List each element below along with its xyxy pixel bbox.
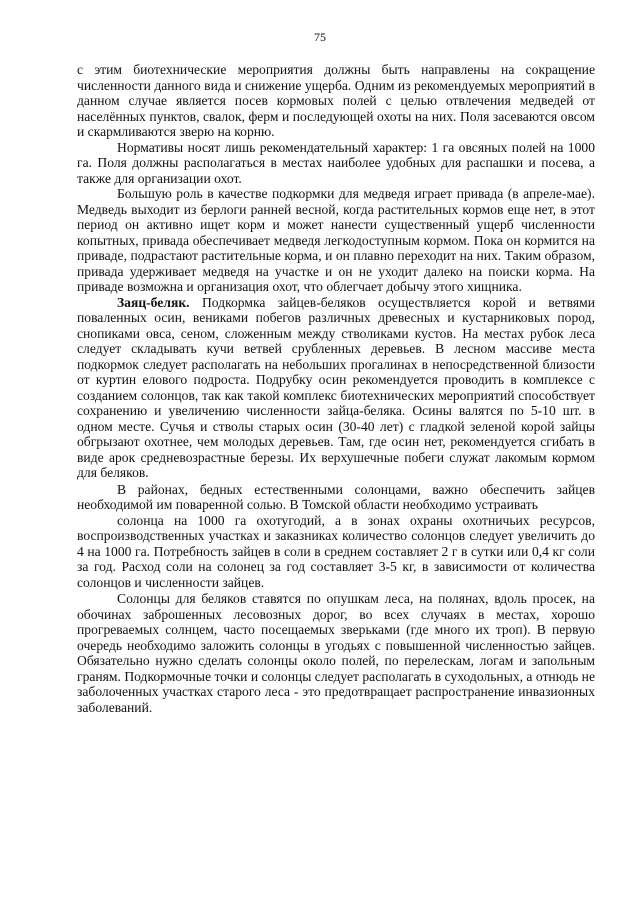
paragraph-2-text: Нормативы носят лишь рекомендательный характер: 1 га овсяных полей на 1000 га. Поля должны располагаться в местах наиболее удобных для распашки и посева, а также для организации охот. xyxy=(77,139,595,186)
paragraph-4 xyxy=(77,295,595,481)
paragraph-3 xyxy=(77,186,595,295)
paragraph-1 xyxy=(77,62,595,140)
page-number: 75 xyxy=(314,30,326,44)
paragraph-7 xyxy=(77,591,595,715)
paragraph-4-text: Подкормка зайцев-беляков осуществляется корой и ветвями поваленных осин, вениками побегов различных древесных и кустарниковых пород, снопиками овса, сеном, сложенным между стволиками кустов. На местах рубок леса следует складывать кучи ветвей срубленных деревьев. В лесном массиве места подкормок следует располагать на небольших прогалинах в непосредственной близости от куртин елового подроста. Подрубку осин рекомендуется проводить в комплексе с созданием солонцов, так как такой комплекс биотехнических мероприятий способствует сохранению и увеличению численности зайца-беляка. Осины валятся по 5-10 шт. в одном месте. Сучья и стволы старых осин (30-40 лет) с гладкой зеленой корой зайцы обгрызают охотнее, чем молодых деревьев. Там, где осин нет, рекомендуется сгибать в виде арок средневозрастные березы. Их верхушечные побеги служат лакомым кормом для беляков. xyxy=(77,294,595,480)
paragraph-7-text: Солонцы для беляков ставятся по опушкам леса, на полянах, вдоль просек, на обочинах заброшенных лесовозных дорог, во всех случаях в местах, хорошо прогреваемых солнцем, часто посещаемых зверьками (где много их троп). В первую очередь необходимо заложить солонцы в угодьях с повышенной численностью зайцев. Обязательно нужно сделать солонцы около полей, по перелескам, логам и запольным граням. Подкормочные точки и солонцы следует располагать в суходольных, а отнюдь не заболоченных участках старого леса - это предотвращает распространение инвазионных заболеваний. xyxy=(77,591,595,715)
paragraph-6-text: солонца на 1000 га охотугодий, а в зонах охраны охотничьих ресурсов, воспроизводственных участках и заказниках количество солонцов следует увеличить до 4 на 1000 га. Потребность зайцев в соли в среднем составляет 2 г в сутки или 0,4 кг соли за год. Расход соли на солонец за год составляет 3-5 кг, в зависимости от количества солонцов и численности зайцев. xyxy=(77,512,595,590)
section-heading-hare: Заяц-беляк. xyxy=(117,294,190,310)
paragraph-1-text: с этим биотехнические мероприятия должны быть направлены на сокращение численности данного вида и снижение ущерба. Одним из рекомендуемых мероприятий в данном случае является посев кормовых полей с целью отвлечения медведей от населённых пунктов, свалок, ферм и последующей охоты на них. Поля засеваются овсом и скармливаются зверю на корню. xyxy=(77,62,595,139)
paragraph-5 xyxy=(77,482,595,513)
document-body xyxy=(77,62,595,715)
paragraph-3-text: Большую роль в качестве подкормки для медведя играет привада (в апреле-мае). Медведь выходит из берлоги ранней весной, когда растительных кормов еще нет, в этот период он активно ищет корм и может нанести существенный ущерб численности копытных, привада обеспечивает медведя легкодоступным кормом. Пока он кормится на приваде, подрастают растительные корма, и он плавно переходит на них. Таким образом, привада удерживает медведя на участке и он не уходит далеко на поиски корма. На приваде возможна и организация охот, что облегчает добычу этого хищника. xyxy=(77,186,595,294)
paragraph-5-text: В районах, бедных естественными солонцами, важно обеспечить зайцев необходимой им поваренной солью. В Томской области необходимо устраивать xyxy=(77,481,595,512)
paragraph-2 xyxy=(77,140,595,187)
paragraph-6 xyxy=(77,513,595,591)
